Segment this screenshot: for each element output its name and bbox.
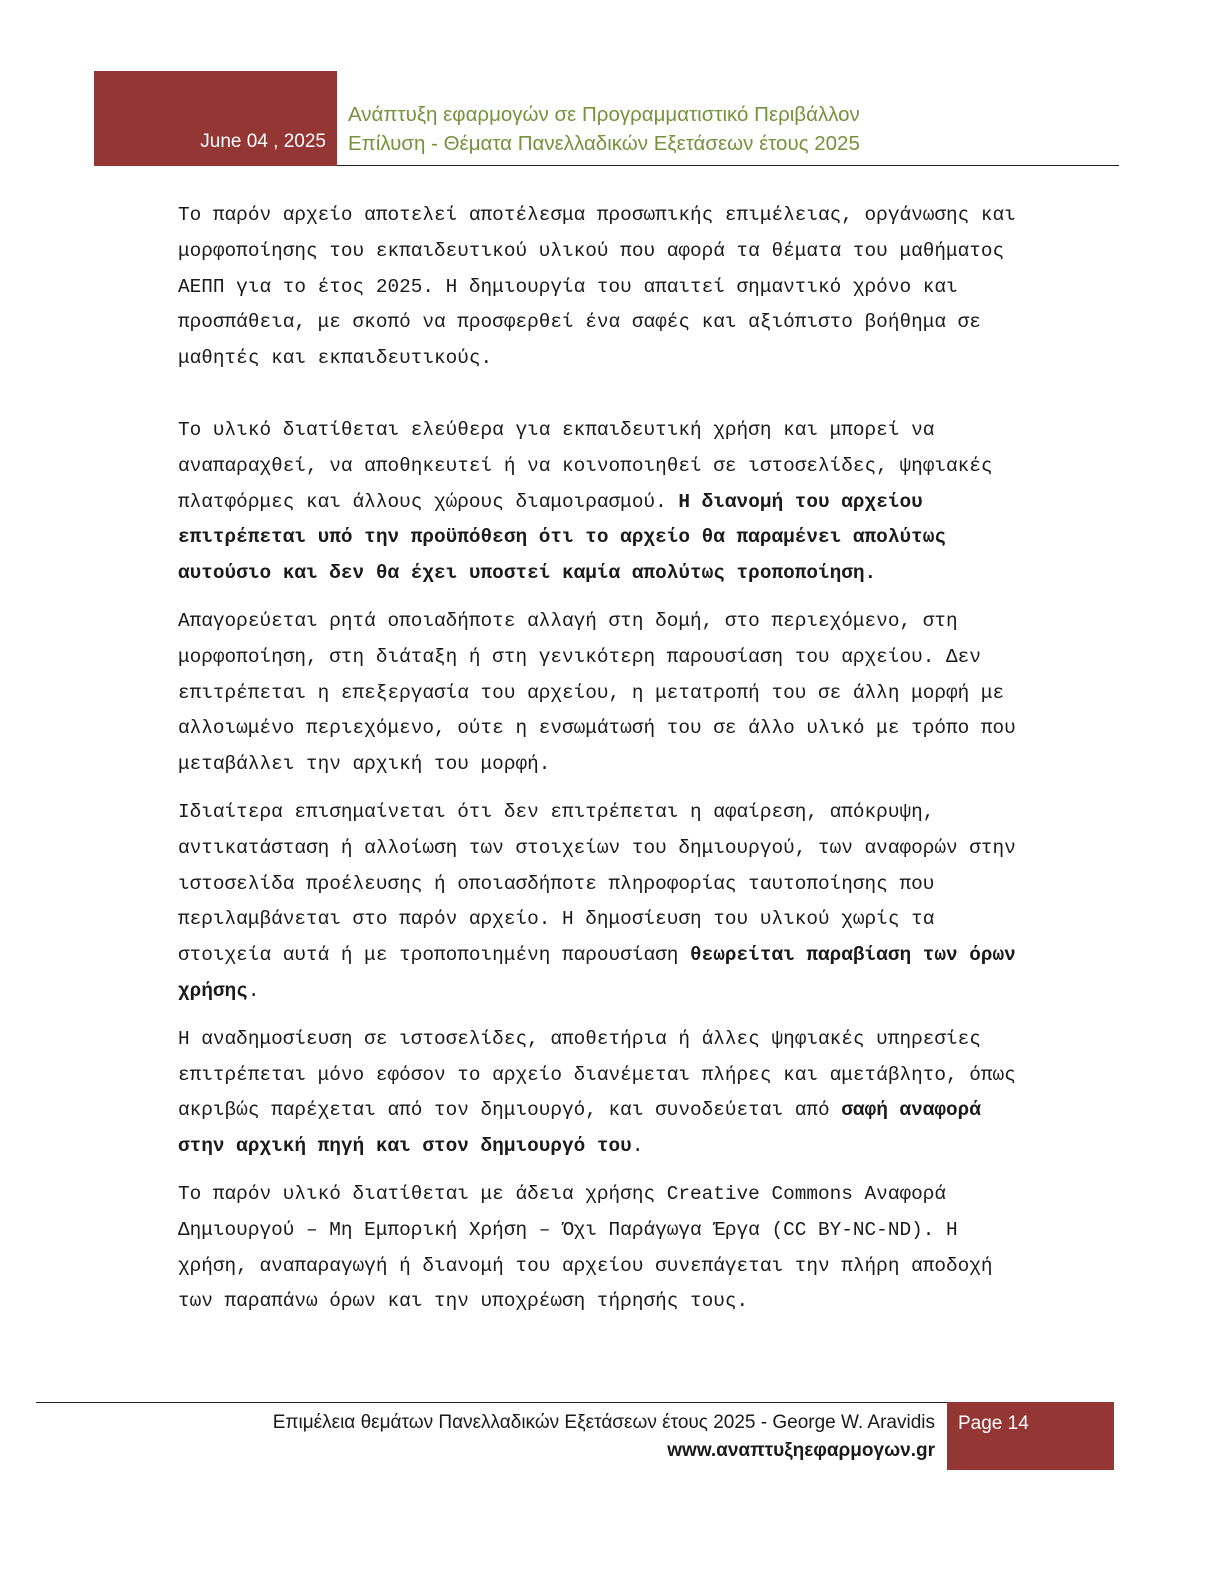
text-bold: θεωρείται παραβίαση των όρων (690, 944, 1016, 967)
text-normal: ακριβώς παρέχεται από τον δημιουργό, και συνοδεύεται από (178, 1099, 842, 1122)
text-line: ΑΕΠΠ για το έτος 2025. Η δημιουργία του απαιτεί σημαντικό χρόνο και (178, 275, 958, 298)
paragraph-attribution (178, 795, 1058, 1010)
text-bold: επιτρέπεται υπό την προϋπόθεση ότι το αρχείο θα παραμένει απολύτως (178, 526, 946, 549)
paragraph-license (178, 1177, 1058, 1320)
text-line: μορφοποίησης του εκπαιδευτικού υλικού που αφορά τα θέματα του μαθήματος (178, 239, 1005, 262)
header-divider (337, 165, 1119, 166)
text-line (178, 556, 1058, 592)
text-line: Το παρόν υλικό διατίθεται με άδεια χρήσης Creative Commons Αναφορά (178, 1182, 946, 1205)
text-line: αναπαραχθεί, να αποθηκευτεί ή να κοινοποιηθεί σε ιστοσελίδες, ψηφιακές (178, 454, 993, 477)
footer-url[interactable]: www.αναπτυξηεφαρμογων.gr (667, 1440, 935, 1461)
text-line: προσπάθεια, με σκοπό να προσφερθεί ένα σαφές και αξιόπιστο βοήθημα σε (178, 311, 981, 334)
paragraph-distribution (178, 413, 1058, 592)
text-line: επιτρέπεται μόνο εφόσον το αρχείο διανέμεται πλήρες και αμετάβλητο, όπως (178, 1063, 1016, 1086)
text-normal: στοιχεία αυτά ή με τροποποιημένη παρουσίαση (178, 944, 690, 967)
text-normal: . (247, 979, 260, 1002)
text-line (178, 1093, 1058, 1129)
text-line: Το παρόν αρχείο αποτελεί αποτέλεσμα προσωπικής επιμέλειας, οργάνωσης και (178, 204, 1016, 226)
text-line: χρήση, αναπαραγωγή ή διανομή του αρχείου συνεπάγεται την πλήρη αποδοχή (178, 1254, 993, 1277)
text-line (178, 485, 1058, 521)
footer-credit: Επιμέλεια θεμάτων Πανελλαδικών Εξετάσεων έτους 2025 - George W. Aravidis (272, 1412, 935, 1433)
text-line: μορφοποίηση, στη διάταξη ή στη γενικότερη παρουσίαση του αρχείου. Δεν (178, 645, 981, 668)
text-line: Απαγορεύεται ρητά οποιαδήποτε αλλαγή στη δομή, στο περιεχόμενο, στη (178, 609, 958, 632)
footer-divider (36, 1402, 948, 1403)
text-bold: στην αρχική πηγή και στον δημιουργό του (178, 1135, 632, 1158)
text-bold: σαφή αναφορά (841, 1099, 981, 1122)
header-title-line1: Ανάπτυξη εφαρμογών σε Προγραμματιστικό Περιβάλλον (348, 103, 860, 126)
text-line: περιλαμβάνεται στο παρόν αρχείο. Η δημοσίευση του υλικού χωρίς τα (178, 908, 935, 931)
text-bold: αυτούσιο και δεν θα έχει υποστεί καμία απολύτως τροποποίηση. (178, 562, 877, 585)
text-line: ιστοσελίδα προέλευσης ή οποιασδήποτε πληροφορίας ταυτοποίησης που (178, 872, 935, 895)
text-line (178, 938, 1058, 974)
text-line: επιτρέπεται η επεξεργασία του αρχείου, η μετατροπή του σε άλλη μορφή με (178, 681, 1005, 704)
text-line: αλλοιωμένο περιεχόμενο, ούτε η ενσωμάτωσή του σε άλλο υλικό με τρόπο που (178, 717, 1016, 740)
text-line: Ιδιαίτερα επισημαίνεται ότι δεν επιτρέπεται η αφαίρεση, απόκρυψη, (178, 800, 935, 823)
text-normal: πλατφόρμες και άλλους χώρους διαμοιρασμού. (178, 490, 679, 513)
text-line: Δημιουργού – Μη Εμπορική Χρήση – Όχι Παράγωγα Έργα (CC BY-NC-ND). Η (178, 1218, 958, 1241)
document-body (178, 198, 1058, 1320)
text-line: των παραπάνω όρων και την υποχρέωση τήρησής τους. (178, 1290, 749, 1313)
text-bold: χρήσης (178, 979, 248, 1002)
text-line: αντικατάσταση ή αλλοίωση των στοιχείων του δημιουργού, των αναφορών στην (178, 836, 1016, 859)
text-line (178, 974, 1058, 1010)
text-line (178, 1129, 1058, 1165)
header-date: June 04 , 2025 (200, 131, 326, 152)
text-bold: Η διανομή του αρχείου (678, 490, 923, 513)
paragraph-intro (178, 198, 1058, 377)
paragraph-republication (178, 1022, 1058, 1165)
text-line: Η αναδημοσίευση σε ιστοσελίδες, αποθετήρια ή άλλες ψηφιακές υπηρεσίες (178, 1027, 981, 1050)
text-normal: . (631, 1135, 644, 1158)
header-title-line2: Επίλυση - Θέματα Πανελλαδικών Εξετάσεων έτους 2025 (348, 132, 860, 155)
text-line: Το υλικό διατίθεται ελεύθερα για εκπαιδευτική χρήση και μπορεί να (178, 418, 935, 441)
text-line: μαθητές και εκπαιδευτικούς. (178, 347, 493, 370)
paragraph-prohibition (178, 604, 1058, 783)
page-number: Page 14 (958, 1413, 1029, 1434)
text-line: μεταβάλλει την αρχική του μορφή. (178, 753, 551, 776)
text-line (178, 520, 1058, 556)
